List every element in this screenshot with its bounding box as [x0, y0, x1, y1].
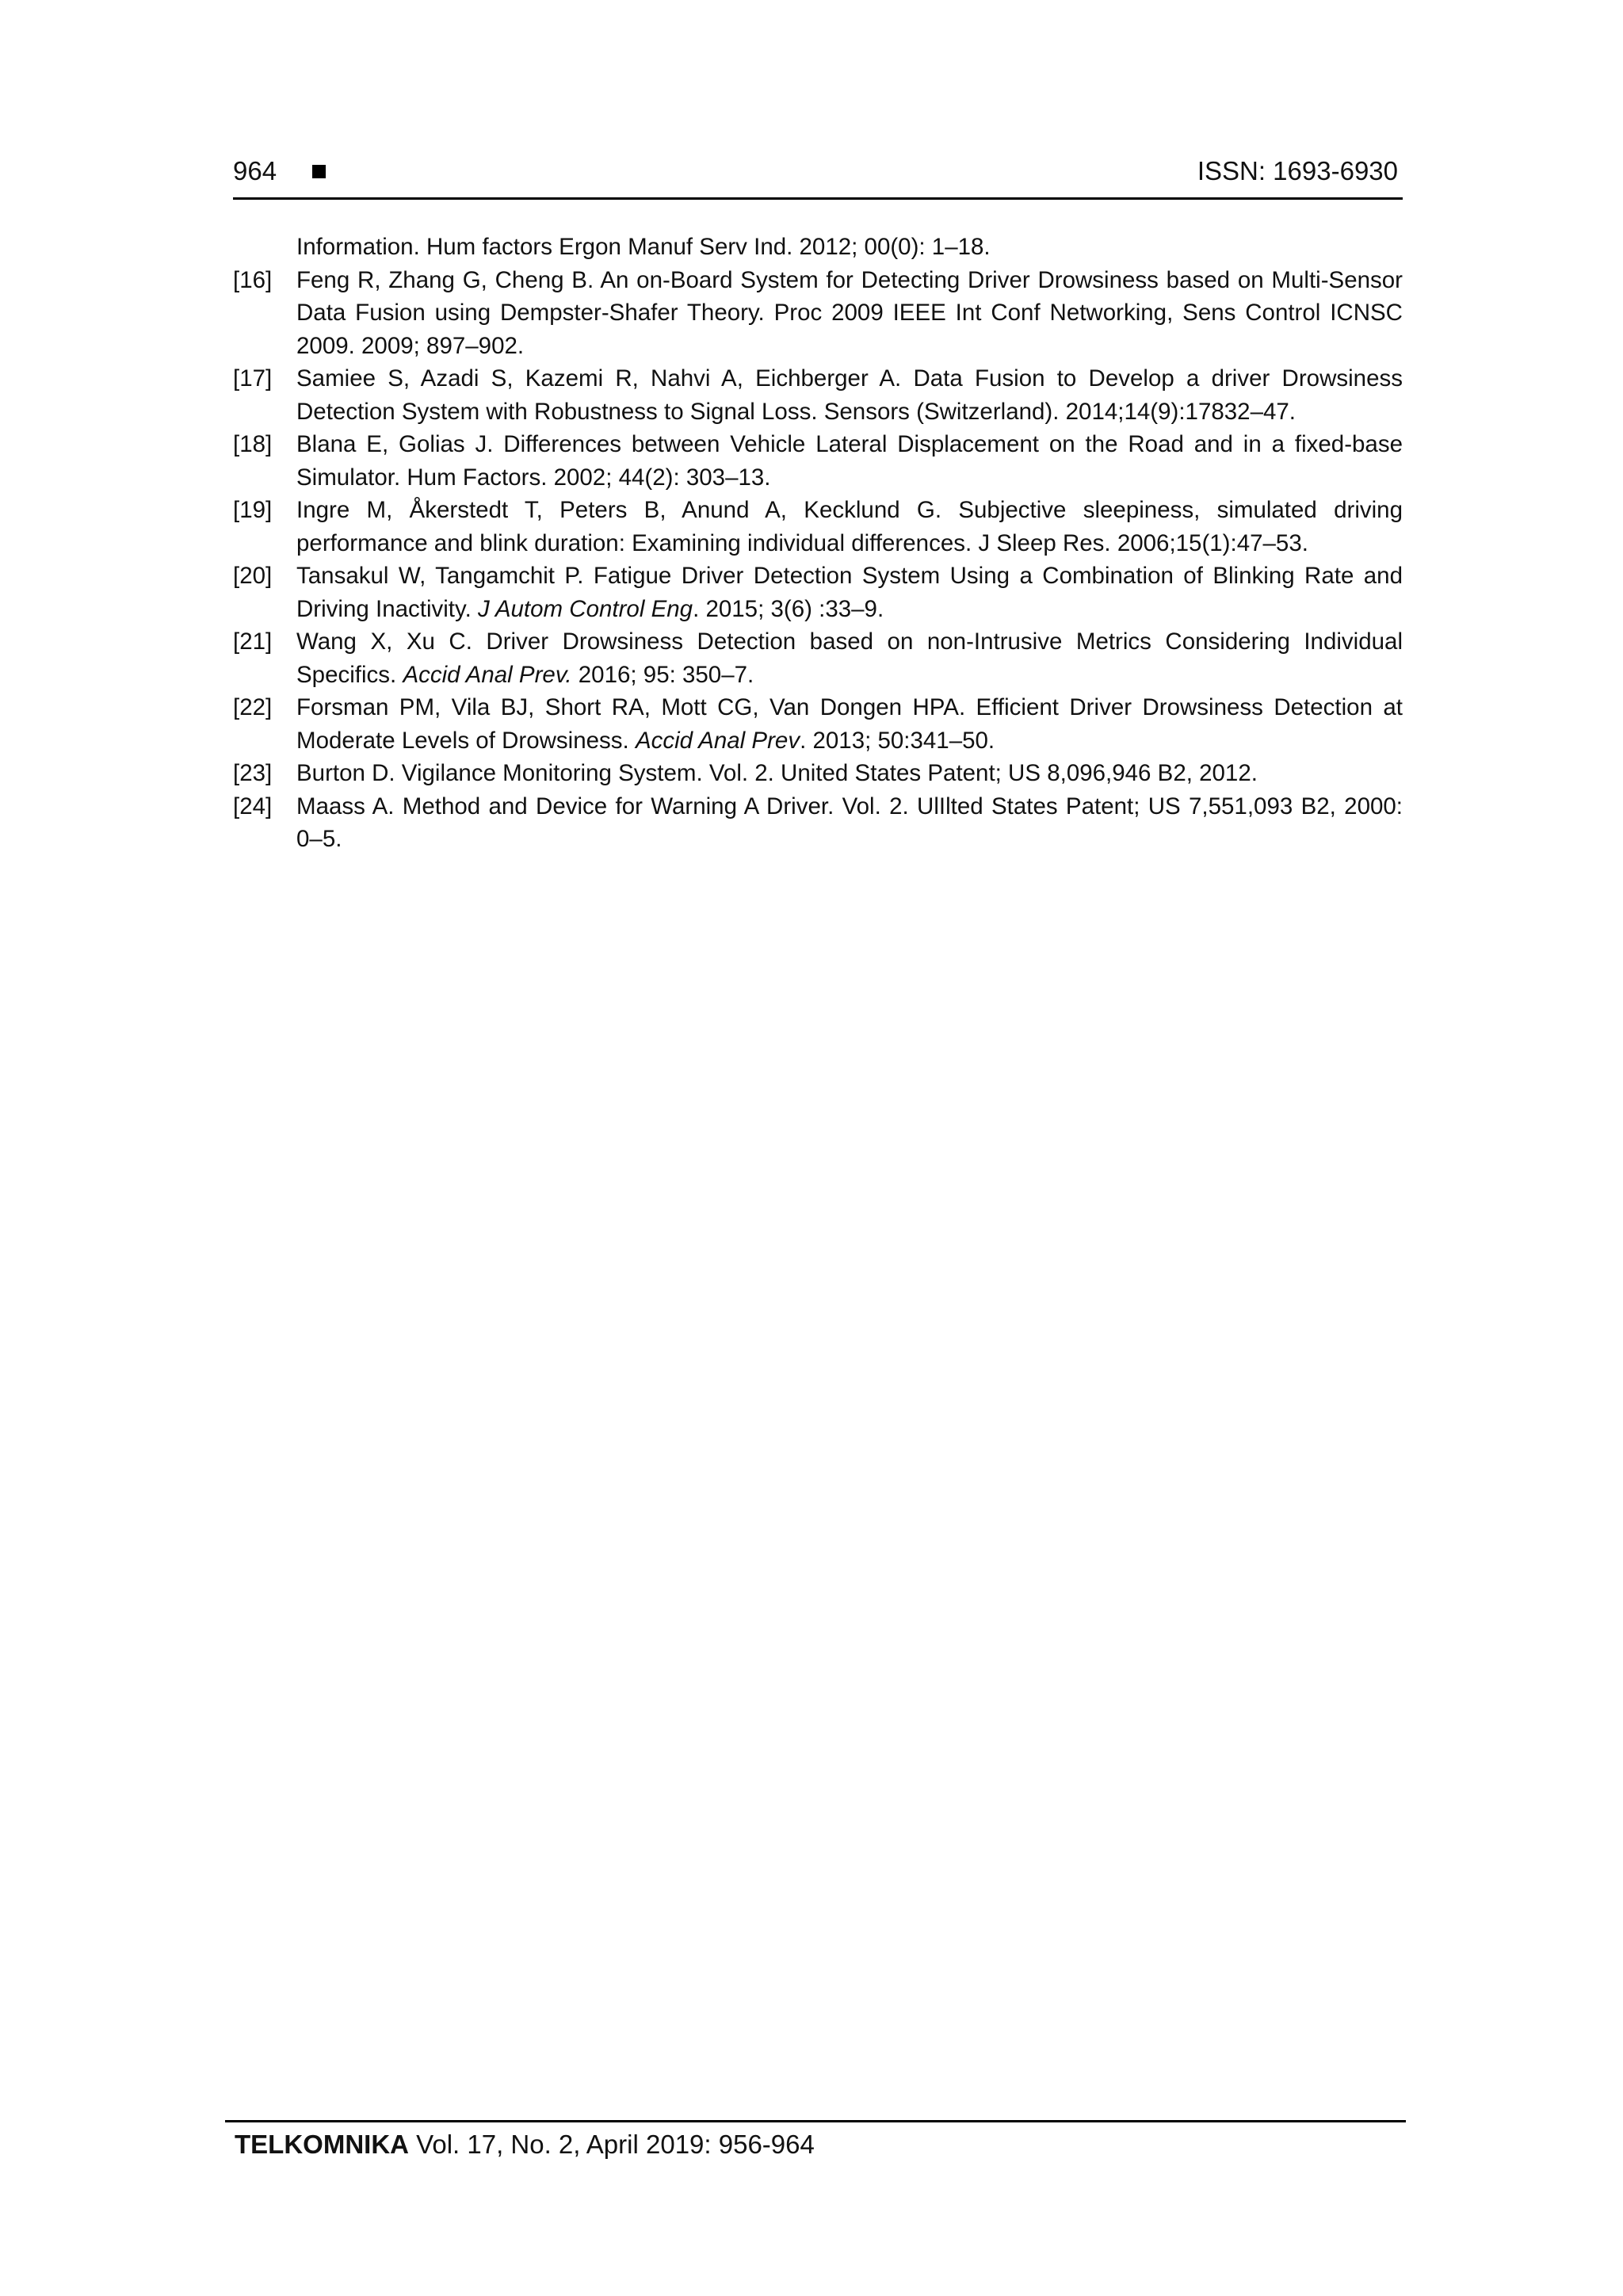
reference-number: [18]: [233, 431, 273, 457]
reference-text: Samiee S, Azadi S, Kazemi R, Nahvi A, Eichberger A. Data Fusion to Develop a driver Drowsiness Detection System with Robustness to Signal Loss. Sensors (Switzerland). 2014;14(9):17832–47.: [296, 365, 1403, 425]
reference-number: [17]: [233, 365, 273, 392]
reference-number: [22]: [233, 694, 273, 720]
page-number: 964: [233, 156, 277, 185]
reference-item: [233, 428, 1403, 494]
footer-divider: [225, 2120, 1406, 2122]
reference-item: [233, 790, 1403, 856]
reference-item: [233, 691, 1403, 757]
journal-title-italic: Accid Anal Prev: [635, 727, 800, 754]
reference-text: Burton D. Vigilance Monitoring System. Vol. 2. United States Patent; US 8,096,946 B2, 2012.: [296, 760, 1258, 786]
reference-item: [233, 625, 1403, 691]
reference-text: Feng R, Zhang G, Cheng B. An on-Board System for Detecting Driver Drowsiness based on Multi-Sensor Data Fusion using Dempster-Shafer Theory. Proc 2009 IEEE Int Conf Networking, Sens Control ICNSC 2009. 2009; 897–902.: [296, 266, 1403, 359]
reference-item: [233, 560, 1403, 625]
reference-text: Ingre M, Åkerstedt T, Peters B, Anund A, Kecklund G. Subjective sleepiness, simulated driving performance and blink duration: Examining individual differences. J Sleep Res. 2006;15(1):47–53.: [296, 497, 1403, 556]
reference-item: [233, 757, 1403, 790]
reference-number: [19]: [233, 497, 273, 523]
reference-text: Forsman PM, Vila BJ, Short RA, Mott CG, Van Dongen HPA. Efficient Driver Drowsiness Detection at Moderate Levels of Drowsiness. Accid Anal Prev. 2013; 50:341–50.: [296, 694, 1403, 754]
square-bullet-icon: [312, 165, 326, 178]
reference-number: [20]: [233, 563, 273, 589]
journal-title-italic: Accid Anal Prev.: [403, 661, 572, 688]
reference-text: Blana E, Golias J. Differences between Vehicle Lateral Displacement on the Road and in a fixed-base Simulator. Hum Factors. 2002; 44(2): 303–13.: [296, 431, 1403, 491]
reference-item: [233, 362, 1403, 428]
reference-text: Wang X, Xu C. Driver Drowsiness Detection based on non-Intrusive Metrics Considering Individual Specifics. Accid Anal Prev. 2016; 95: 350–7.: [296, 628, 1403, 688]
reference-number: [23]: [233, 760, 273, 786]
reference-text: Tansakul W, Tangamchit P. Fatigue Driver Detection System Using a Combination of Blinking Rate and Driving Inactivity. J Autom Control Eng. 2015; 3(6) :33–9.: [296, 563, 1403, 622]
reference-text: Maass A. Method and Device for Warning A Driver. Vol. 2. UlIlted States Patent; US 7,551,093 B2, 2000: 0–5.: [296, 793, 1403, 852]
reference-list: [233, 231, 1403, 856]
reference-number: [21]: [233, 628, 273, 655]
page-footer: [235, 2130, 815, 2160]
reference-text: Information. Hum factors Ergon Manuf Serv Ind. 2012; 00(0): 1–18.: [296, 234, 991, 260]
reference-item: [233, 264, 1403, 363]
reference-item: [233, 231, 1403, 264]
reference-number: [16]: [233, 266, 273, 293]
reference-item: [233, 494, 1403, 560]
page-header: [233, 153, 1403, 200]
issn-label: ISSN: 1693-6930: [1197, 156, 1398, 185]
journal-title-italic: J Autom Control Eng: [477, 595, 693, 622]
journal-name: TELKOMNIKA: [235, 2130, 409, 2159]
reference-number: [24]: [233, 793, 273, 819]
issue-info: Vol. 17, No. 2, April 2019: 956-964: [416, 2130, 815, 2159]
